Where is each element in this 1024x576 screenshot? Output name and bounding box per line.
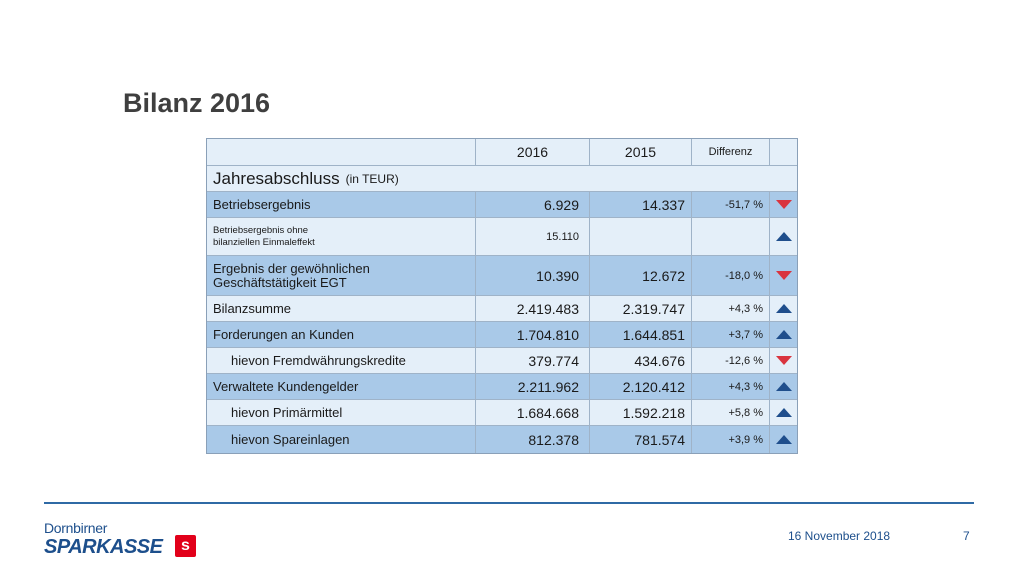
trend-cell	[769, 374, 797, 399]
value-2016: 1.704.810	[475, 322, 589, 347]
value-2015: 1.644.851	[589, 322, 691, 347]
diff-value	[691, 218, 769, 255]
diff-value: -51,7 %	[691, 192, 769, 217]
value-2016: 10.390	[475, 256, 589, 295]
footer-date: 16 November 2018	[788, 529, 891, 543]
table-row	[207, 191, 797, 217]
arrow-up-icon	[776, 304, 792, 313]
value-2015: 1.592.218	[589, 400, 691, 425]
arrow-down-icon	[776, 356, 792, 365]
footer-divider	[44, 502, 974, 504]
value-2016: 6.929	[475, 192, 589, 217]
page-number: 7	[963, 529, 970, 543]
arrow-up-icon	[776, 232, 792, 241]
arrow-up-icon	[776, 382, 792, 391]
trend-cell	[769, 322, 797, 347]
row-label: hievon Primärmittel	[231, 404, 343, 420]
row-label-line2: Geschäftstätigkeit EGT	[213, 274, 347, 290]
slide-title: Bilanz 2016	[123, 88, 271, 118]
value-2015: 14.337	[589, 192, 691, 217]
row-label: hievon Fremdwährungskredite	[231, 352, 406, 368]
value-2015: 434.676	[589, 348, 691, 373]
value-2016: 2.211.962	[475, 374, 589, 399]
diff-value: -12,6 %	[691, 348, 769, 373]
logo-line2: SPARKASSE	[44, 536, 163, 558]
value-2015: 2.319.747	[589, 296, 691, 321]
row-label-line1: Ergebnis der gewöhnlichen	[213, 260, 370, 276]
value-2016: 812.378	[475, 426, 589, 453]
table-header-row	[207, 139, 797, 165]
diff-value: +3,7 %	[691, 322, 769, 347]
value-2015: 12.672	[589, 256, 691, 295]
row-label: Betriebsergebnis	[213, 196, 311, 212]
diff-value: -18,0 %	[691, 256, 769, 295]
balance-table	[206, 138, 798, 454]
row-label-line2: bilanziellen Einmaleffekt	[213, 236, 315, 248]
section-title-text: Jahresabschluss	[213, 168, 340, 188]
diff-value: +4,3 %	[691, 374, 769, 399]
header-arrow-cell	[769, 139, 797, 165]
value-2016: 379.774	[475, 348, 589, 373]
header-2016: 2016	[475, 139, 589, 165]
diff-value: +5,8 %	[691, 400, 769, 425]
diff-value: +4,3 %	[691, 296, 769, 321]
trend-cell	[769, 192, 797, 217]
logo-line1: Dornbirner	[44, 520, 108, 536]
trend-cell	[769, 426, 797, 453]
arrow-up-icon	[776, 330, 792, 339]
table-row	[207, 347, 797, 373]
sparkasse-logo-icon	[175, 535, 196, 557]
value-2015: 781.574	[589, 426, 691, 453]
table-row	[207, 255, 797, 295]
value-2016: 15.110	[475, 218, 589, 255]
row-label: hievon Spareinlagen	[231, 431, 350, 447]
arrow-up-icon	[776, 408, 792, 417]
trend-cell	[769, 296, 797, 321]
value-2015	[589, 218, 691, 255]
value-2016: 1.684.668	[475, 400, 589, 425]
table-row	[207, 217, 797, 255]
row-label: Forderungen an Kunden	[213, 326, 354, 342]
header-empty-cell	[207, 139, 475, 165]
trend-cell	[769, 400, 797, 425]
section-unit: (in TEUR)	[345, 171, 399, 186]
row-label-line1: Betriebsergebnis ohne	[213, 224, 309, 236]
diff-value: +3,9 %	[691, 426, 769, 453]
trend-cell	[769, 348, 797, 373]
section-row	[207, 165, 797, 191]
section-title	[207, 166, 797, 191]
row-label: Verwaltete Kundengelder	[213, 378, 359, 394]
arrow-up-icon	[776, 435, 792, 444]
arrow-down-icon	[776, 271, 792, 280]
value-2016: 2.419.483	[475, 296, 589, 321]
table-row	[207, 399, 797, 425]
table-row	[207, 425, 797, 453]
trend-cell	[769, 256, 797, 295]
table-row	[207, 321, 797, 347]
row-label	[207, 256, 475, 295]
trend-cell	[769, 218, 797, 255]
row-label: Bilanzsumme	[213, 300, 292, 316]
row-label	[207, 218, 475, 255]
arrow-down-icon	[776, 200, 792, 209]
logo-mark: s	[181, 537, 190, 554]
table-row	[207, 373, 797, 399]
value-2015: 2.120.412	[589, 374, 691, 399]
header-2015: 2015	[589, 139, 691, 165]
table-row	[207, 295, 797, 321]
header-diff: Differenz	[691, 139, 769, 165]
